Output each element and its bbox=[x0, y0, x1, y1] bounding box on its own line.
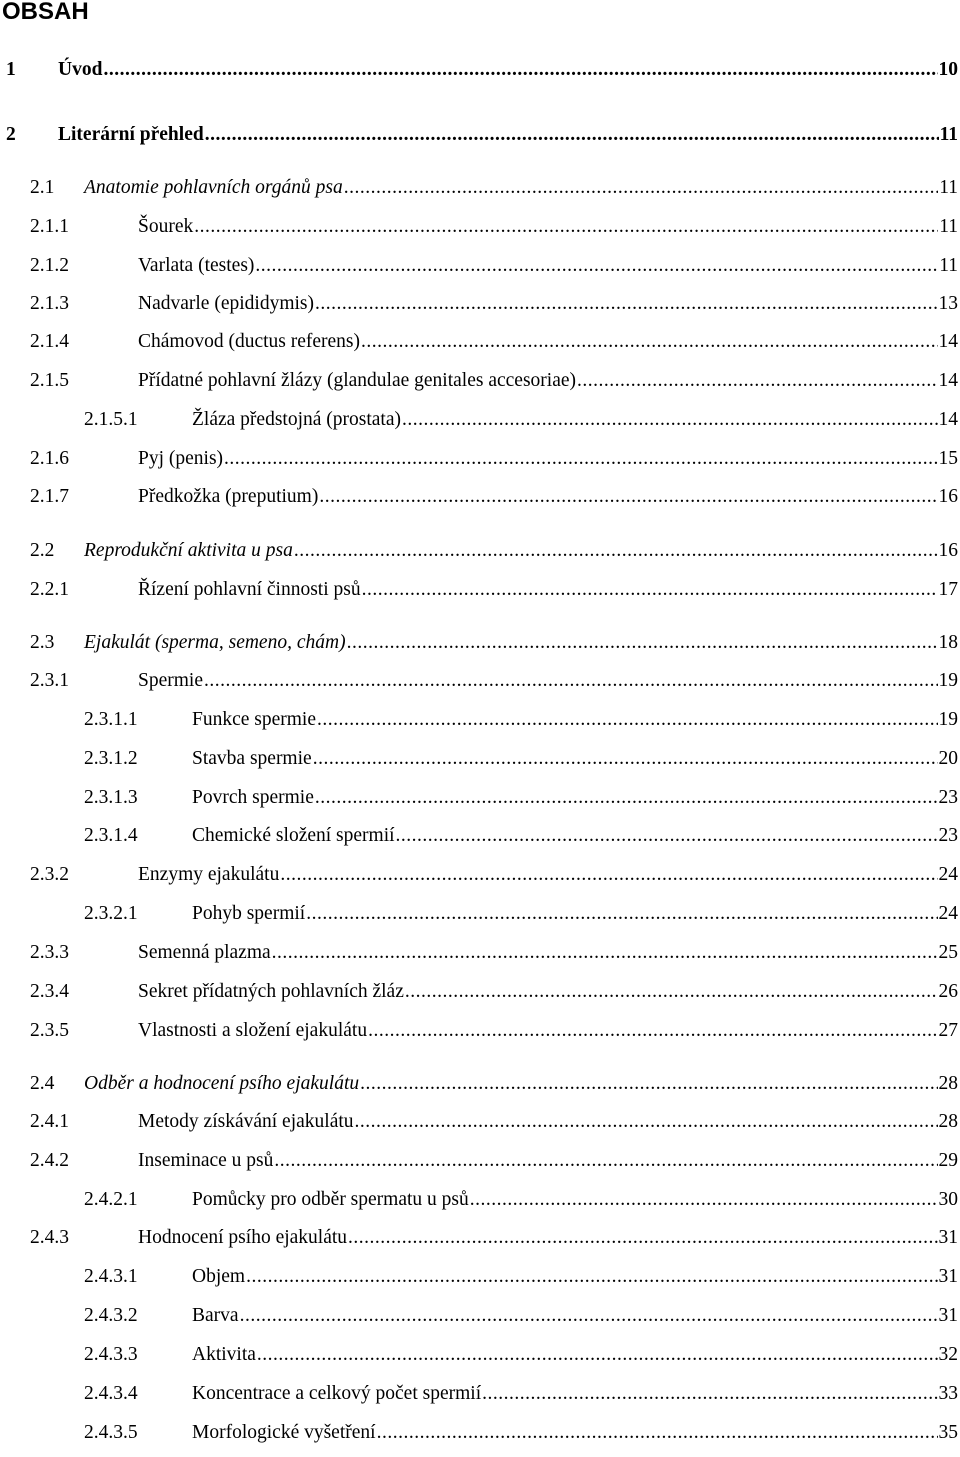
toc-entry-number: 2.3 bbox=[30, 632, 55, 653]
dot-leader bbox=[246, 1264, 937, 1290]
toc-entry-title: Přídatné pohlavní žlázy (glandulae genitales accesoriae) bbox=[138, 370, 577, 391]
toc-entry[interactable] bbox=[84, 823, 958, 849]
toc-entry-number: 2.4.3.1 bbox=[84, 1266, 138, 1287]
toc-entry[interactable] bbox=[84, 1381, 958, 1407]
toc-entry-page-number: 24 bbox=[938, 903, 958, 924]
toc-entry[interactable] bbox=[30, 630, 958, 656]
toc-entry-number: 2.3.4 bbox=[30, 981, 69, 1002]
toc-entry-number: 2.4.3.4 bbox=[84, 1383, 138, 1404]
toc-entry[interactable] bbox=[6, 122, 958, 148]
dot-leader bbox=[280, 862, 937, 888]
toc-entry-page-number: 16 bbox=[938, 540, 958, 561]
toc-entry[interactable] bbox=[30, 484, 958, 510]
toc-entry-title: Žláza předstojná (prostata) bbox=[192, 409, 401, 430]
toc-entry[interactable] bbox=[30, 329, 958, 355]
toc-entry-page-number: 11 bbox=[939, 124, 958, 145]
dot-leader bbox=[306, 901, 937, 927]
toc-entry[interactable] bbox=[30, 668, 958, 694]
toc-entry[interactable] bbox=[84, 1303, 958, 1329]
toc-entry[interactable] bbox=[6, 57, 958, 83]
toc-entry-number: 2.1.7 bbox=[30, 486, 69, 507]
toc-entry[interactable] bbox=[30, 1018, 958, 1044]
toc-entry-page-number: 14 bbox=[938, 409, 958, 430]
dot-leader bbox=[577, 368, 937, 394]
dot-leader bbox=[317, 707, 937, 733]
toc-entry-number: 2.1.4 bbox=[30, 331, 69, 352]
toc-entry-page-number: 14 bbox=[938, 370, 958, 391]
toc-entry-title: Aktivita bbox=[192, 1344, 256, 1365]
toc-entry[interactable] bbox=[84, 707, 958, 733]
toc-entry-title: Barva bbox=[192, 1305, 239, 1326]
toc-entry-title: Reprodukční aktivita u psa bbox=[84, 540, 293, 561]
toc-entry-page-number: 14 bbox=[938, 331, 958, 352]
dot-leader bbox=[257, 1342, 938, 1368]
toc-entry-title: Pomůcky pro odběr spermatu u psů bbox=[192, 1189, 469, 1210]
toc-entry[interactable] bbox=[30, 538, 958, 564]
toc-entry-page-number: 10 bbox=[938, 59, 958, 80]
toc-entry-number: 2.1.1 bbox=[30, 216, 69, 237]
toc-entry-page-number: 26 bbox=[938, 981, 958, 1002]
toc-entry[interactable] bbox=[30, 253, 958, 279]
toc-entry-page-number: 30 bbox=[938, 1189, 958, 1210]
toc-entry-number: 2.4.3.3 bbox=[84, 1344, 138, 1365]
toc-entry-title: Odběr a hodnocení psího ejakulátu bbox=[84, 1073, 360, 1094]
dot-leader bbox=[347, 630, 938, 656]
toc-entry[interactable] bbox=[84, 1187, 958, 1213]
dot-leader bbox=[205, 122, 939, 148]
toc-entry-page-number: 25 bbox=[938, 942, 958, 963]
dot-leader bbox=[377, 1420, 938, 1446]
toc-entry-number: 2.3.5 bbox=[30, 1020, 69, 1041]
toc-entry-number: 2.4.2.1 bbox=[84, 1189, 138, 1210]
toc-entry[interactable] bbox=[84, 407, 958, 433]
toc-entry-title: Řízení pohlavní činnosti psů bbox=[138, 579, 361, 600]
toc-entry-page-number: 27 bbox=[938, 1020, 958, 1041]
toc-entry-number: 2.4.3.5 bbox=[84, 1422, 138, 1443]
dot-leader bbox=[482, 1381, 937, 1407]
toc-entry-page-number: 32 bbox=[938, 1344, 958, 1365]
toc-entry-title: Funkce spermie bbox=[192, 709, 317, 730]
toc-entry-title: Nadvarle (epididymis) bbox=[138, 293, 314, 314]
dot-leader bbox=[362, 577, 938, 603]
toc-entry-title: Hodnocení psího ejakulátu bbox=[138, 1227, 348, 1248]
toc-entry-title: Ejakulát (sperma, semeno, chám) bbox=[84, 632, 346, 653]
dot-leader bbox=[315, 291, 938, 317]
dot-leader bbox=[224, 446, 937, 472]
toc-entry[interactable] bbox=[30, 446, 958, 472]
toc-entry-number: 2.3.2 bbox=[30, 864, 69, 885]
toc-entry[interactable] bbox=[84, 1264, 958, 1290]
toc-entry-number: 2.1.5.1 bbox=[84, 409, 138, 430]
toc-entry-page-number: 19 bbox=[938, 709, 958, 730]
dot-leader bbox=[313, 746, 938, 772]
toc-entry-title: Objem bbox=[192, 1266, 246, 1287]
dot-leader bbox=[315, 785, 938, 811]
toc-entry-page-number: 28 bbox=[938, 1111, 958, 1132]
dot-leader bbox=[294, 538, 938, 564]
toc-entry-number: 2.3.2.1 bbox=[84, 903, 138, 924]
toc-entry[interactable] bbox=[84, 1342, 958, 1368]
toc-entry-title: Stavba spermie bbox=[192, 748, 312, 769]
toc-entry-title: Chámovod (ductus referens) bbox=[138, 331, 361, 352]
dot-leader bbox=[405, 979, 938, 1005]
toc-entry-page-number: 11 bbox=[939, 177, 958, 198]
toc-entry[interactable] bbox=[84, 785, 958, 811]
dot-leader bbox=[402, 407, 938, 433]
dot-leader bbox=[274, 1148, 937, 1174]
toc-entry-page-number: 23 bbox=[938, 787, 958, 808]
dot-leader bbox=[360, 1071, 937, 1097]
dot-leader bbox=[103, 57, 937, 83]
toc-entry-title: Úvod bbox=[58, 59, 103, 80]
toc-entry[interactable] bbox=[30, 862, 958, 888]
toc-entry-page-number: 29 bbox=[938, 1150, 958, 1171]
dot-leader bbox=[204, 668, 938, 694]
toc-entry-title: Spermie bbox=[138, 670, 203, 691]
toc-entry-page-number: 23 bbox=[938, 825, 958, 846]
toc-entry-number: 2.4.3 bbox=[30, 1227, 69, 1248]
toc-entry-page-number: 11 bbox=[939, 255, 958, 276]
dot-leader bbox=[470, 1187, 938, 1213]
toc-entry-title: Koncentrace a celkový počet spermií bbox=[192, 1383, 482, 1404]
dot-leader bbox=[396, 823, 938, 849]
dot-leader bbox=[194, 214, 938, 240]
toc-entry[interactable] bbox=[84, 901, 958, 927]
toc-entry-number: 2.2.1 bbox=[30, 579, 69, 600]
toc-entry-page-number: 16 bbox=[938, 486, 958, 507]
toc-entry-title: Sekret přídatných pohlavních žláz bbox=[138, 981, 404, 1002]
toc-entry-title: Semenná plazma bbox=[138, 942, 271, 963]
toc-entry-title: Šourek bbox=[138, 216, 194, 237]
toc-entry-number: 2.1.3 bbox=[30, 293, 69, 314]
toc-entry-title: Metody získávání ejakulátu bbox=[138, 1111, 354, 1132]
toc-entry-title: Morfologické vyšetření bbox=[192, 1422, 376, 1443]
toc-entry[interactable] bbox=[30, 368, 958, 394]
toc-entry-title: Vlastnosti a složení ejakulátu bbox=[138, 1020, 368, 1041]
toc-entry-page-number: 15 bbox=[938, 448, 958, 469]
toc-entry-title: Varlata (testes) bbox=[138, 255, 255, 276]
toc-entry-number: 2.4.1 bbox=[30, 1111, 69, 1132]
toc-heading: OBSAH bbox=[2, 0, 89, 25]
dot-leader bbox=[319, 484, 937, 510]
toc-entry[interactable] bbox=[30, 1109, 958, 1135]
dot-leader bbox=[355, 1109, 938, 1135]
toc-entry-number: 2.3.1.1 bbox=[84, 709, 138, 730]
toc-entry-page-number: 19 bbox=[938, 670, 958, 691]
toc-entry[interactable] bbox=[30, 214, 958, 240]
toc-entry-number: 2.4.3.2 bbox=[84, 1305, 138, 1326]
toc-entry-title: Povrch spermie bbox=[192, 787, 314, 808]
toc-entry-number: 2.3.1.4 bbox=[84, 825, 138, 846]
toc-entry-title: Literární přehled bbox=[58, 124, 204, 145]
toc-entry-title: Chemické složení spermií bbox=[192, 825, 395, 846]
dot-leader bbox=[368, 1018, 937, 1044]
toc-entry-title: Předkožka (preputium) bbox=[138, 486, 319, 507]
dot-leader bbox=[272, 940, 938, 966]
toc-entry-page-number: 11 bbox=[939, 216, 958, 237]
toc-entry-number: 2.3.3 bbox=[30, 942, 69, 963]
toc-entry[interactable] bbox=[30, 175, 958, 201]
toc-entry-page-number: 13 bbox=[938, 293, 958, 314]
toc-entry[interactable] bbox=[30, 1148, 958, 1174]
toc-entry-title: Anatomie pohlavních orgánů psa bbox=[84, 177, 343, 198]
toc-entry-page-number: 31 bbox=[938, 1227, 958, 1248]
dot-leader bbox=[344, 175, 939, 201]
toc-entry[interactable] bbox=[84, 746, 958, 772]
toc-entry-page-number: 20 bbox=[938, 748, 958, 769]
toc-entry[interactable] bbox=[30, 979, 958, 1005]
toc-entry-page-number: 18 bbox=[938, 632, 958, 653]
toc-entry-title: Pyj (penis) bbox=[138, 448, 224, 469]
toc-entry-page-number: 17 bbox=[938, 579, 958, 600]
toc-entry[interactable] bbox=[30, 291, 958, 317]
toc-entry-page-number: 33 bbox=[938, 1383, 958, 1404]
dot-leader bbox=[255, 253, 938, 279]
toc-entry-number: 2 bbox=[6, 124, 16, 145]
toc-entry-page-number: 28 bbox=[938, 1073, 958, 1094]
toc-entry-page-number: 35 bbox=[938, 1422, 958, 1443]
toc-entry-number: 2.1.5 bbox=[30, 370, 69, 391]
toc-entry[interactable] bbox=[30, 1071, 958, 1097]
toc-entry-number: 2.3.1.2 bbox=[84, 748, 138, 769]
toc-entry-number: 2.2 bbox=[30, 540, 55, 561]
toc-entry-number: 2.1.2 bbox=[30, 255, 69, 276]
toc-entry-number: 2.3.1 bbox=[30, 670, 69, 691]
toc-entry-page-number: 31 bbox=[938, 1266, 958, 1287]
dot-leader bbox=[348, 1225, 937, 1251]
toc-entry[interactable] bbox=[30, 577, 958, 603]
toc-entry-title: Pohyb spermií bbox=[192, 903, 306, 924]
toc-entry-number: 1 bbox=[6, 59, 16, 80]
dot-leader bbox=[361, 329, 937, 355]
toc-entry[interactable] bbox=[30, 1225, 958, 1251]
toc-entry-page-number: 24 bbox=[938, 864, 958, 885]
toc-entry-title: Inseminace u psů bbox=[138, 1150, 274, 1171]
toc-entry-number: 2.1 bbox=[30, 177, 55, 198]
toc-entry-number: 2.3.1.3 bbox=[84, 787, 138, 808]
dot-leader bbox=[240, 1303, 938, 1329]
toc-entry-number: 2.4 bbox=[30, 1073, 55, 1094]
toc-entry-number: 2.4.2 bbox=[30, 1150, 69, 1171]
toc-entry-page-number: 31 bbox=[938, 1305, 958, 1326]
toc-entry[interactable] bbox=[30, 940, 958, 966]
toc-entry-number: 2.1.6 bbox=[30, 448, 69, 469]
toc-entry[interactable] bbox=[84, 1420, 958, 1446]
toc-entry-title: Enzymy ejakulátu bbox=[138, 864, 280, 885]
